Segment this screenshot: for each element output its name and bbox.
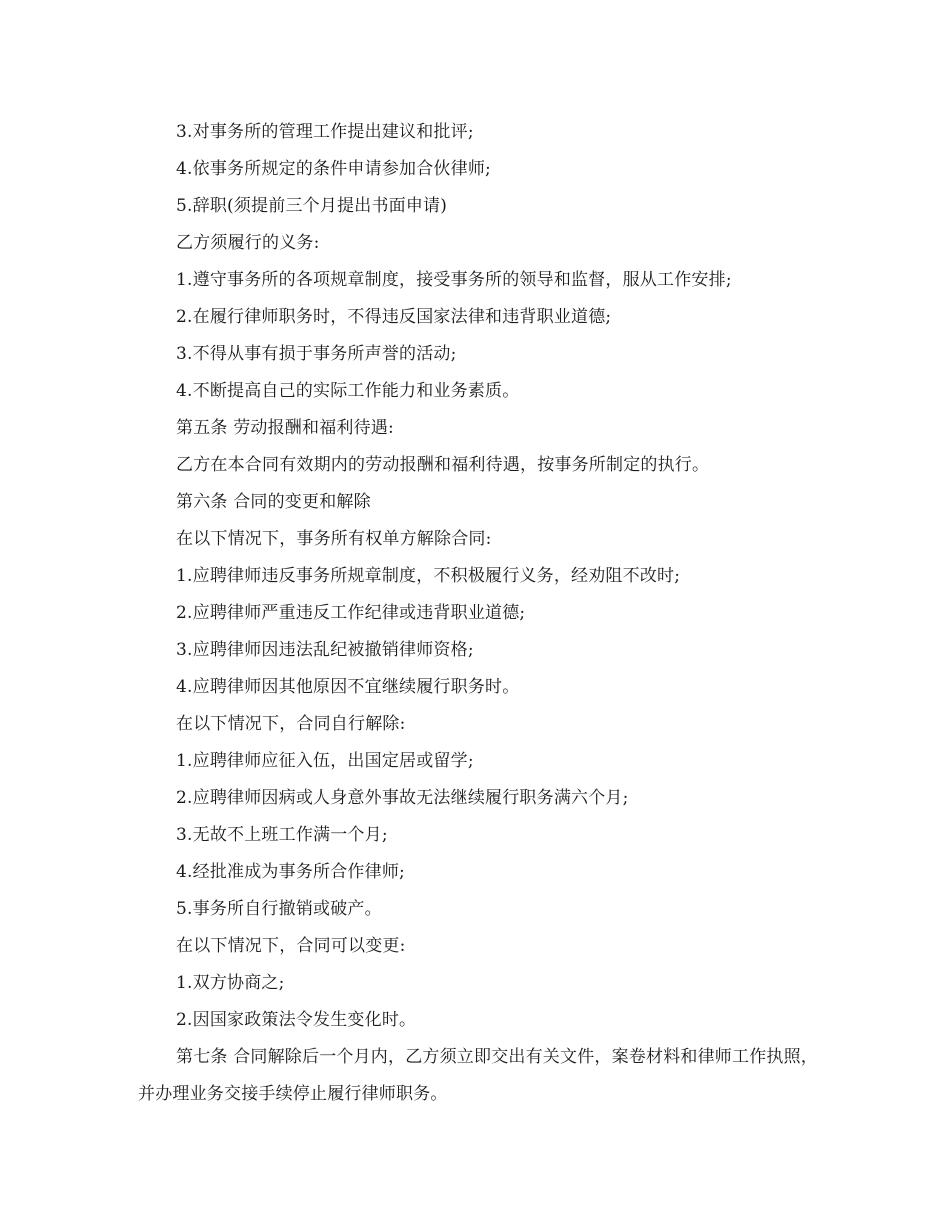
text-line: 2.因国家政策法令发生变化时。 [176,1010,417,1030]
text-line: 2.在履行律师职务时，不得违反国家法律和违背职业道德; [176,307,612,327]
text-line: 3.不得从事有损于事务所声誉的活动; [176,344,457,364]
article-heading: 第六条 合同的变更和解除 [176,492,371,512]
text-line: 1.遵守事务所的各项规章制度，接受事务所的领导和监督，服从工作安排; [176,270,732,290]
text-line: 3.对事务所的管理工作提出建议和批评; [176,122,474,142]
text-line: 4.不断提高自己的实际工作能力和业务素质。 [176,381,520,401]
text-line: 4.应聘律师因其他原因不宜继续履行职务时。 [176,677,520,697]
text-line: 4.依事务所规定的条件申请参加合伙律师; [176,159,491,179]
text-line: 2.应聘律师严重违反工作纪律或违背职业道德; [176,603,526,623]
text-line: 2.应聘律师因病或人身意外事故无法继续履行职务满六个月; [176,788,629,808]
section-heading: 在以下情况下，事务所有权单方解除合同: [176,529,492,549]
section-heading: 乙方须履行的义务: [176,233,320,253]
text-line: 1.双方协商之; [176,973,285,993]
section-heading: 在以下情况下，合同自行解除: [176,714,406,734]
text-line: 1.应聘律师应征入伍，出国定居或留学; [176,751,474,771]
text-line: 3.应聘律师因违法乱纪被撤销律师资格; [176,640,474,660]
text-line: 5.辞职(须提前三个月提出书面申请) [176,196,448,216]
text-line: 3.无故不上班工作满一个月; [176,825,388,845]
text-line: 1.应聘律师违反事务所规章制度，不积极履行义务，经劝阻不改时; [176,566,681,586]
text-line: 4.经批准成为事务所合作律师; [176,862,405,882]
article-seven-paragraph: 第七条 合同解除后一个月内，乙方须立即交出有关文件，案卷材料和律师工作执照，并办理业务交接手续停止履行律师职务。 [138,1047,819,1104]
document-body [138,114,818,1113]
article-heading: 第五条 劳动报酬和福利待遇: [176,418,394,438]
text-line: 5.事务所自行撤销或破产。 [176,899,382,919]
section-heading: 在以下情况下，合同可以变更: [176,936,406,956]
text-line: 乙方在本合同有效期内的劳动报酬和福利待遇，按事务所制定的执行。 [176,455,710,475]
